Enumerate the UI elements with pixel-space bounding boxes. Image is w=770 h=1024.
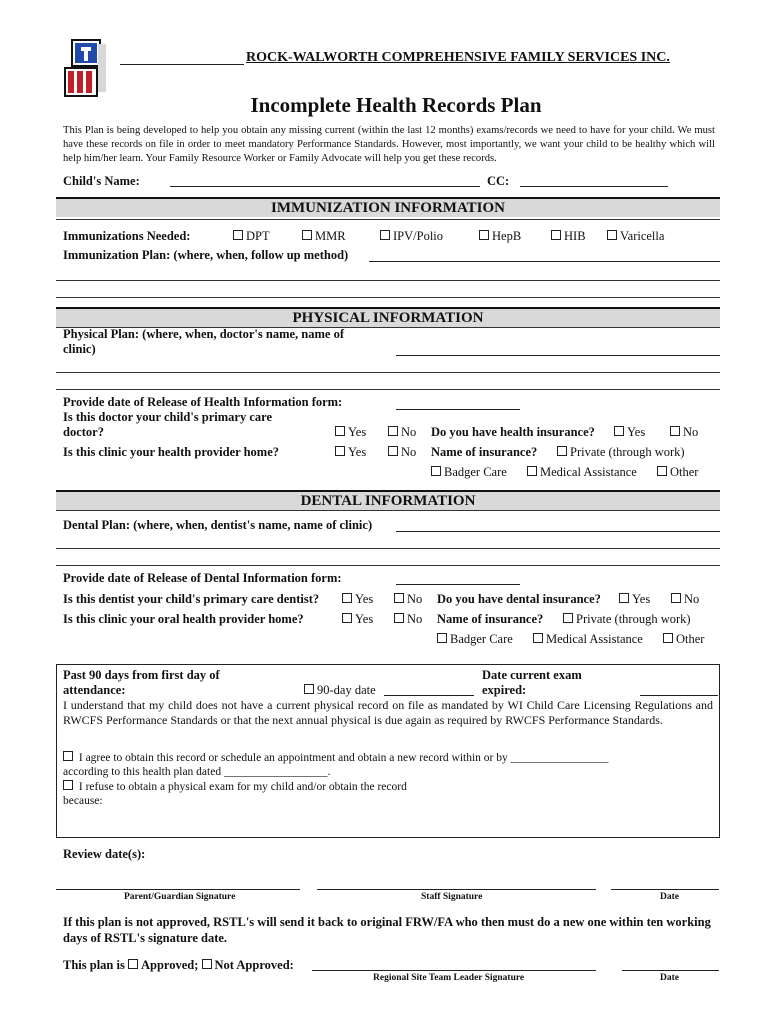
intro-text: This Plan is being developed to help you obtain any missing current (within the last 12 months) exams/records we need to have for your child. We must have these records on file in order to meet mandatory Performance Standards. However, most importantly, we want your child to be healthy which will help him/her learn. Your Family Resource Worker or Family Advocate will help you get these records.	[63, 125, 715, 164]
cc-field[interactable]	[520, 186, 668, 187]
checkbox-icon[interactable]	[527, 466, 537, 476]
exam-expired-field[interactable]	[640, 695, 718, 696]
dental-insurance-no[interactable]: No	[671, 592, 699, 607]
immunization-heading: IMMUNIZATION INFORMATION	[56, 197, 720, 217]
option-hib[interactable]: HIB	[551, 229, 586, 244]
immunization-plan-field[interactable]	[369, 261, 720, 262]
approved-label: Approved;	[140, 958, 199, 972]
checkbox-icon[interactable]	[670, 426, 680, 436]
doctor-yes[interactable]: Yes	[335, 425, 366, 440]
dental-insurance-other[interactable]: Other	[663, 632, 704, 647]
health-release-field[interactable]	[396, 409, 520, 410]
past-90-label-cont: attendance:	[63, 683, 126, 697]
checkbox-icon[interactable]	[302, 230, 312, 240]
approved-checkbox[interactable]	[128, 959, 138, 969]
child-name-field[interactable]	[170, 186, 480, 187]
page-title: Incomplete Health Records Plan	[250, 93, 542, 117]
checkbox-icon[interactable]	[607, 230, 617, 240]
rstl-date-field[interactable]	[622, 970, 719, 971]
checkbox-icon[interactable]	[663, 633, 673, 643]
checkbox-icon[interactable]	[380, 230, 390, 240]
checkbox-icon[interactable]	[335, 426, 345, 436]
dentist-no[interactable]: No	[394, 592, 422, 607]
insurance-badger[interactable]: Badger Care	[431, 465, 507, 480]
insurance-other[interactable]: Other	[657, 465, 698, 480]
dental-insurance-badger[interactable]: Badger Care	[437, 632, 513, 647]
physical-plan-label: Physical Plan: (where, when, doctor's name, name of	[63, 327, 344, 341]
not-approved-checkbox[interactable]	[202, 959, 212, 969]
primary-doctor-question: Is this doctor your child's primary care	[63, 410, 273, 424]
exam-expired-label-cont: expired:	[482, 683, 527, 697]
refuse-option[interactable]: I refuse to obtain a physical exam for my child and/or obtain the record	[63, 780, 407, 793]
checkbox-icon[interactable]	[342, 613, 352, 623]
checkbox-icon[interactable]	[671, 593, 681, 603]
health-insurance-yes[interactable]: Yes	[614, 425, 645, 440]
agree-option[interactable]: I agree to obtain this record or schedule an appointment and obtain a new record within or by _________________	[63, 751, 608, 764]
exam-expired-label: Date current exam	[482, 668, 582, 682]
dental-insurance-yes[interactable]: Yes	[619, 592, 650, 607]
date-label: Date	[660, 892, 679, 902]
cc-label: CC:	[487, 174, 510, 188]
physical-plan-label-cont: clinic)	[63, 342, 96, 356]
ninety-day-field[interactable]	[384, 695, 474, 696]
checkbox-icon[interactable]	[63, 780, 73, 790]
insurance-medical[interactable]: Medical Assistance	[527, 465, 637, 480]
parent-signature-field[interactable]	[56, 889, 300, 890]
health-insurance-no[interactable]: No	[670, 425, 698, 440]
oral-clinic-question: Is this clinic your oral health provider home?	[63, 612, 304, 626]
agree-option-cont: according to this health plan dated __________________.	[63, 766, 331, 778]
staff-signature-field[interactable]	[317, 889, 596, 890]
dental-insurance-private[interactable]: Private (through work)	[563, 612, 691, 627]
primary-dentist-question: Is this dentist your child's primary care dentist?	[63, 592, 320, 606]
checkbox-icon[interactable]	[233, 230, 243, 240]
checkbox-icon[interactable]	[394, 593, 404, 603]
oral-clinic-yes[interactable]: Yes	[342, 612, 373, 627]
dentist-yes[interactable]: Yes	[342, 592, 373, 607]
rstl-signature-label: Regional Site Team Leader Signature	[373, 973, 525, 983]
checkbox-icon[interactable]	[479, 230, 489, 240]
option-varicella[interactable]: Varicella	[607, 229, 664, 244]
option-hepb[interactable]: HepB	[479, 229, 521, 244]
insurance-name-question: Name of insurance?	[431, 445, 538, 459]
doctor-no[interactable]: No	[388, 425, 416, 440]
refuse-option-cont: because:	[63, 795, 103, 807]
oral-clinic-no[interactable]: No	[394, 612, 422, 627]
dental-plan-label: Dental Plan: (where, when, dentist's name, name of clinic)	[63, 518, 373, 532]
plan-status	[63, 958, 294, 973]
dental-insurance-medical[interactable]: Medical Assistance	[533, 632, 643, 647]
checkbox-icon[interactable]	[533, 633, 543, 643]
understand-text: I understand that my child does not have a current physical record on file as mandated by WI Child Care Licensing Regulations and RWCFS Performance Standards or that the next annual physical is due again as required by RWCFS Performance Standards.	[63, 698, 713, 727]
primary-doctor-question-cont: doctor?	[63, 425, 104, 439]
rstl-date-label: Date	[660, 973, 679, 983]
dental-insurance-name-question: Name of insurance?	[437, 612, 544, 626]
child-name-label: Child's Name:	[63, 174, 140, 188]
immunization-plan-label: Immunization Plan: (where, when, follow up method)	[63, 248, 349, 262]
physical-heading: PHYSICAL INFORMATION	[56, 307, 720, 327]
dental-insurance-question: Do you have dental insurance?	[437, 592, 601, 606]
insurance-private[interactable]: Private (through work)	[557, 445, 685, 460]
option-mmr[interactable]: MMR	[302, 229, 346, 244]
staff-signature-label: Staff Signature	[421, 892, 483, 902]
checkbox-icon[interactable]	[394, 613, 404, 623]
health-release-label: Provide date of Release of Health Information form:	[63, 395, 343, 409]
checkbox-icon[interactable]	[335, 446, 345, 456]
date-field[interactable]	[611, 889, 719, 890]
parent-signature-label: Parent/Guardian Signature	[124, 892, 236, 902]
past-90-label: Past 90 days from first day of	[63, 668, 220, 682]
checkbox-icon[interactable]	[431, 466, 441, 476]
ninety-day-checkbox[interactable]: 90-day date	[304, 683, 376, 698]
checkbox-icon[interactable]	[563, 613, 573, 623]
checkbox-icon[interactable]	[614, 426, 624, 436]
clinic-home-question: Is this clinic your health provider home?	[63, 445, 279, 459]
health-insurance-question: Do you have health insurance?	[431, 425, 595, 439]
checkbox-icon[interactable]	[388, 446, 398, 456]
checkbox-icon[interactable]	[437, 633, 447, 643]
dental-release-label: Provide date of Release of Dental Information form:	[63, 571, 342, 585]
checkbox-icon[interactable]	[657, 466, 667, 476]
clinic-no[interactable]: No	[388, 445, 416, 460]
org-name: ROCK-WALWORTH COMPREHENSIVE FAMILY SERVICES INC.	[246, 50, 670, 65]
checkbox-icon[interactable]	[304, 684, 314, 694]
plan-is-label: This plan is	[63, 958, 125, 972]
checkbox-icon[interactable]	[388, 426, 398, 436]
not-approved-label: Not Approved:	[214, 958, 294, 972]
physical-plan-field[interactable]	[396, 355, 720, 356]
checkbox-icon[interactable]	[557, 446, 567, 456]
immunizations-needed-label: Immunizations Needed:	[63, 229, 191, 243]
clinic-yes[interactable]: Yes	[335, 445, 366, 460]
checkbox-icon[interactable]	[551, 230, 561, 240]
option-dpt[interactable]: DPT	[233, 229, 270, 244]
checkbox-icon[interactable]	[342, 593, 352, 603]
checkbox-icon[interactable]	[63, 751, 73, 761]
option-ipv-polio[interactable]: IPV/Polio	[380, 229, 443, 244]
checkbox-icon[interactable]	[619, 593, 629, 603]
approval-notice: If this plan is not approved, RSTL's will send it back to original FRW/FA who then must do a new one within ten working days of RSTL's signature date.	[63, 915, 711, 945]
dental-release-field[interactable]	[396, 584, 520, 585]
rstl-signature-field[interactable]	[312, 970, 596, 971]
dental-heading: DENTAL INFORMATION	[56, 490, 720, 510]
review-dates-label: Review date(s):	[63, 847, 146, 861]
dental-plan-field[interactable]	[396, 531, 720, 532]
logo	[60, 38, 110, 100]
